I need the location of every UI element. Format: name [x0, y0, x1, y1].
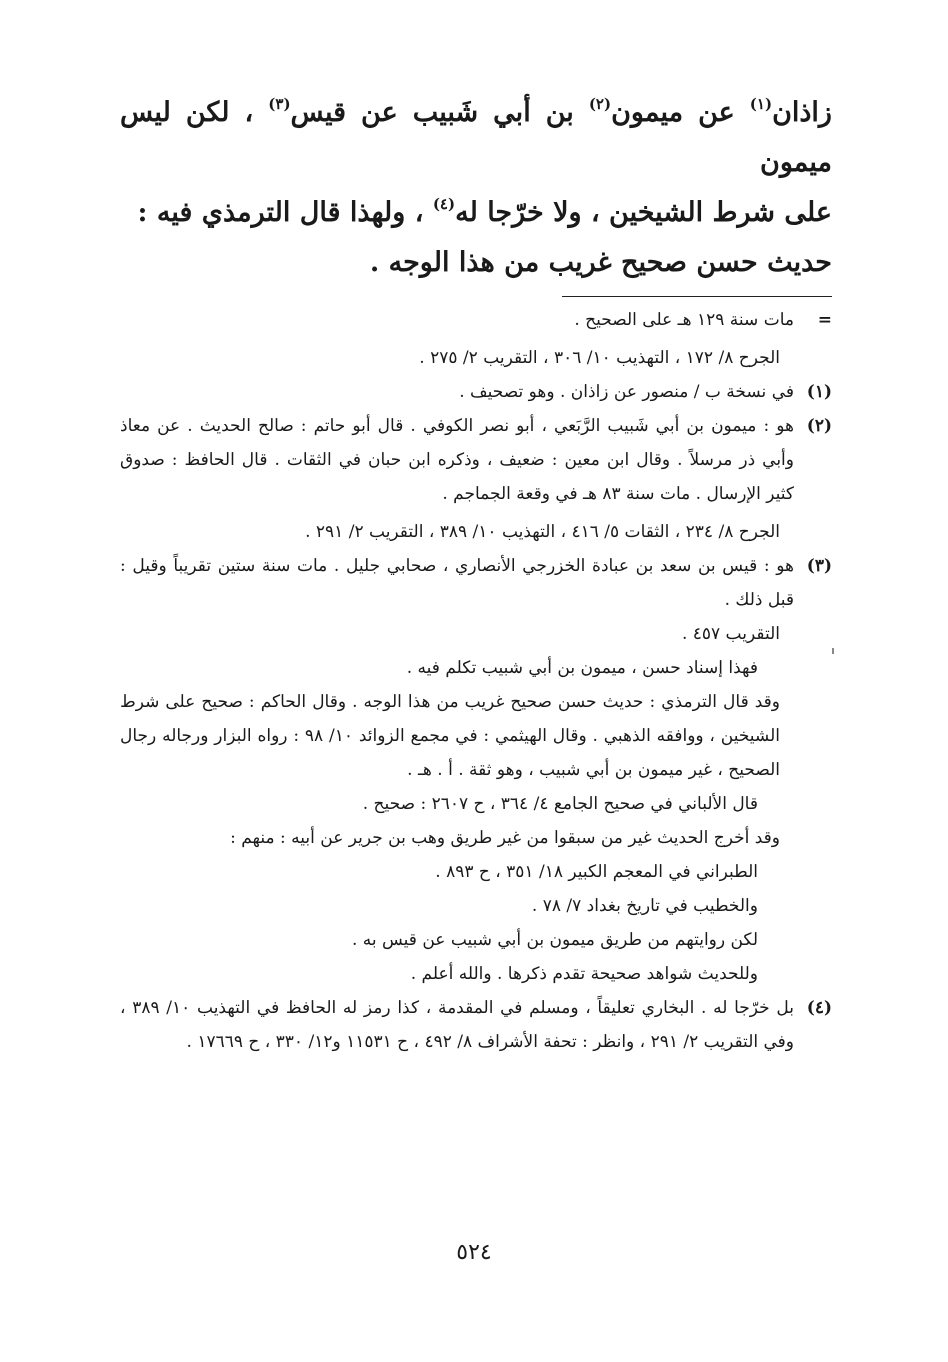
footnote-text: مات سنة ١٢٩ هـ على الصحيح . [574, 310, 794, 330]
main-line-3 [120, 238, 832, 288]
footnote-marker: (١) [806, 382, 832, 402]
footnote-body [120, 549, 794, 991]
footnote-reference: الجرح ٨/ ١٧٢ ، التهذيب ١٠/ ٣٠٦ ، التقريب ٢/ ٢٧٥ . [419, 348, 780, 368]
text-run: ، لكن ليس ميمون [120, 97, 832, 178]
footnote-body [120, 375, 794, 409]
footnote-text: والخطيب في تاريخ بغداد ٧/ ٧٨ . [531, 896, 758, 916]
footnote-text: وللحديث شواهد صحيحة تقدم ذكرها . والله أعلم . [410, 964, 758, 984]
footnote-ref-1[interactable]: (١) [749, 95, 773, 113]
footnote-text: بل خرّجا له . البخاري تعليقاً ، ومسلم في المقدمة ، كذا رمز له الحافظ في التهذيب ١٠/ ٣٨٩ ، وفي التقريب ٢/ ٢٩١ ، وانظر : تحفة الأشراف ٨/ ٤٩٢ ، ح ١١٥٣١ و١٢/ ٣٣٠ ، ح ١٧٦٦٩ . [120, 998, 794, 1052]
page-content [120, 88, 832, 1059]
footnote-text: وقد أخرج الحديث غير من سبقوا من غير طريق وهب بن جرير عن أبيه : منهم : [230, 828, 780, 848]
footnotes [120, 303, 832, 1059]
text-run: على شرط الشيخين ، ولا خرّجا له [455, 197, 832, 228]
footnote-3 [120, 549, 832, 991]
continuation-marker: = [817, 310, 832, 330]
footnote-text: لكن روايتهم من طريق ميمون بن أبي شبيب عن قيس به . [351, 930, 758, 950]
footnote-reference: الجرح ٨/ ٢٣٤ ، الثقات ٥/ ٤١٦ ، التهذيب ١٠/ ٣٨٩ ، التقريب ٢/ ٢٩١ . [305, 522, 780, 542]
main-text [120, 88, 832, 288]
footnote-marker: (٤) [806, 998, 832, 1018]
text-run: عن ميمون [611, 97, 750, 128]
footnote-1 [120, 375, 832, 409]
footnote-body [120, 303, 794, 375]
footnote-marker: (٣) [806, 556, 832, 576]
footnote-ref-3[interactable]: (٣) [268, 95, 291, 113]
text-run: بن أبي شَبيب عن قيس [290, 97, 589, 128]
footnote-ref-4[interactable]: (٤) [432, 195, 456, 213]
footnote-ref-2[interactable]: (٢) [588, 95, 612, 113]
text-run: ، ولهذا قال الترمذي فيه : [137, 197, 433, 228]
footnote-text: قال الألباني في صحيح الجامع ٤/ ٣٦٤ ، ح ٢٦٠٧ : صحيح . [362, 794, 758, 814]
page-number: ٥٢٤ [456, 1240, 492, 1265]
text-run: حديث حسن صحيح غريب من هذا الوجه . [369, 247, 832, 278]
footnote-text: هو : ميمون بن أبي شَبيب الرَّبَعي ، أبو نصر الكوفي . قال أبو حاتم : صالح الحديث . عن معاذ وأبي ذر مرسلاً . وقال ابن معين : ضعيف ، وذكره ابن حبان في الثقات . قال الحافظ : صدوق كثير الإرسال . مات سنة ٨٣ هـ في وقعة الجماجم . [120, 416, 794, 504]
main-line-2 [120, 188, 832, 238]
footnote-body [120, 991, 794, 1059]
footnote-4 [120, 991, 832, 1059]
footnote-marker: (٢) [806, 416, 832, 436]
footnote-body [120, 409, 794, 549]
footnote-text: في نسخة ب / منصور عن زاذان . وهو تصحيف . [459, 382, 794, 402]
footnote-text: هو : قيس بن سعد بن عبادة الخزرجي الأنصاري ، صحابي جليل . مات سنة ستين تقريباً وقيل : قبل ذلك . [120, 556, 794, 610]
main-line-1 [120, 88, 832, 188]
footnote-text: الطبراني في المعجم الكبير ١٨/ ٣٥١ ، ح ٨٩٣ . [435, 862, 758, 882]
footnote-continuation [120, 303, 832, 375]
footnote-divider [562, 296, 832, 297]
text-run: زاذان [772, 97, 832, 128]
footnote-text: وقد قال الترمذي : حديث حسن صحيح غريب من هذا الوجه . وقال الحاكم : صحيح على شرط الشيخين ، ووافقه الذهبي . وقال الهيثمي : في مجمع الزوائد ١٠/ ٩٨ : رواه البزار ورجاله رجال الصحيح ، غير ميمون بن أبي شبيب ، وهو ثقة . أ . هـ . [120, 692, 780, 780]
footnote-2 [120, 409, 832, 549]
footnote-reference: التقريب ٤٥٧ . [681, 624, 780, 644]
footnote-text: فهذا إسناد حسن ، ميمون بن أبي شبيب تكلم فيه . [406, 658, 758, 678]
scan-artifact [832, 648, 834, 654]
